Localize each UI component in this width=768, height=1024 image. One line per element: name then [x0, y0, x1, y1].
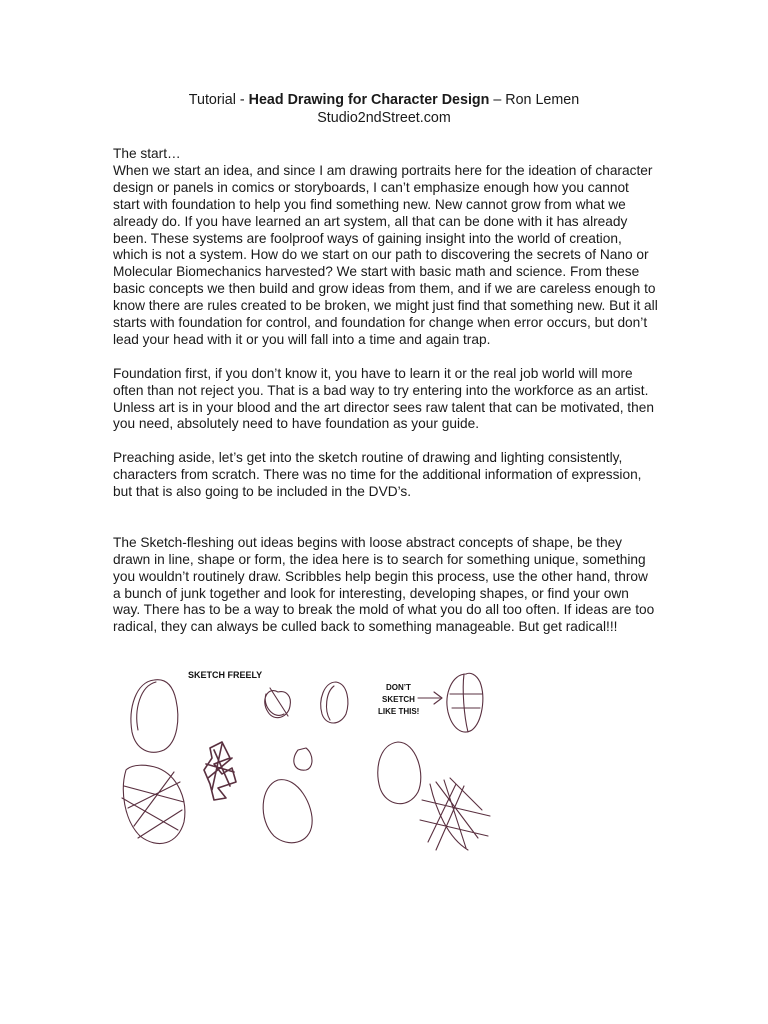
title-author: – Ron Lemen: [489, 92, 580, 108]
sketch-oval-4: [294, 748, 312, 770]
sketch-scribble-block: [204, 742, 236, 800]
dont-label-1: DON’T: [386, 683, 411, 692]
sketch-oval-1: [131, 680, 178, 753]
sketch-guided-head: [447, 673, 483, 732]
dont-label-3: LIKE THIS!: [378, 707, 420, 716]
article-body: [113, 146, 658, 653]
title-prefix: Tutorial -: [188, 92, 249, 108]
paragraph-lead: The start…: [113, 146, 181, 161]
paragraph-1-text: When we start an idea, and since I am drawing portraits here for the ideation of character design or panels in comics or storyboards, I can’t emphasize enough how you cannot start with foundation to help you find something new. New cannot grow from what we already do. If you have learned an art system, all that can be done with it has already been. These systems are foolproof ways of gaining insight into the world of creation, which is not a system. How do we start on our path to discovering the secrets of Nano or Molecular Biomechanics harvested? We start with basic math and science. From these basic concepts we then build and grow ideas from them, and if we are careless enough to know there are rules created to be broken, we might just find that something new. But it all starts with foundation for control, and foundation for change when error occurs, but don’t lead your head with it or you will fall into a time and again trap.: [113, 162, 658, 347]
sketch-scribble-lines: [420, 778, 490, 850]
sketch-oval-6: [263, 780, 312, 843]
sketch-drawing: [118, 660, 502, 878]
paragraph-preaching: Preaching aside, let’s get into the sketch routine of drawing and lighting consistently, characters from scratch. There was no time for the additional information of expression, but that is also going to be included in the DVD’s.: [113, 450, 642, 500]
dont-label-2: SKETCH: [382, 695, 415, 704]
paragraph-start: [113, 146, 658, 349]
sketch-scribble-circle: [122, 765, 185, 843]
tutorial-title: Head Drawing for Character Design: [248, 92, 490, 108]
sketch-oval-5: [378, 742, 421, 804]
sketch-oval-3: [321, 682, 348, 723]
paragraph-foundation: Foundation first, if you don’t know it, you have to learn it or the real job world will more often than not reject you. That is a bad way to try entering into the workforce as an artist. Unless art is in your blood and the art director sees raw talent that can be motivated, then you need, absolutely need to have foundation as your guide.: [113, 365, 654, 432]
arrow-icon: [418, 692, 442, 704]
sketch-illustration: [118, 660, 502, 878]
site-name: Studio2ndStreet.com: [317, 110, 451, 126]
title-line: [0, 91, 768, 109]
sketch-oval-2: [265, 688, 291, 718]
paragraph-sketch: The Sketch-fleshing out ideas begins with loose abstract concepts of shape, be they drawn in line, shape or form, the idea here is to search for something unique, something you wouldn’t routinely draw. Scribbles help begin this process, use the other hand, throw a bunch of junk together and look for interesting, developing shapes, or find your own way. There has to be a way to break the mold of what you do all too often. If ideas are too radical, they can always be culled back to something manageable. But get radical!!!: [113, 534, 655, 635]
document-header: [0, 91, 768, 127]
sketch-freely-label: SKETCH FREELY: [188, 670, 263, 680]
